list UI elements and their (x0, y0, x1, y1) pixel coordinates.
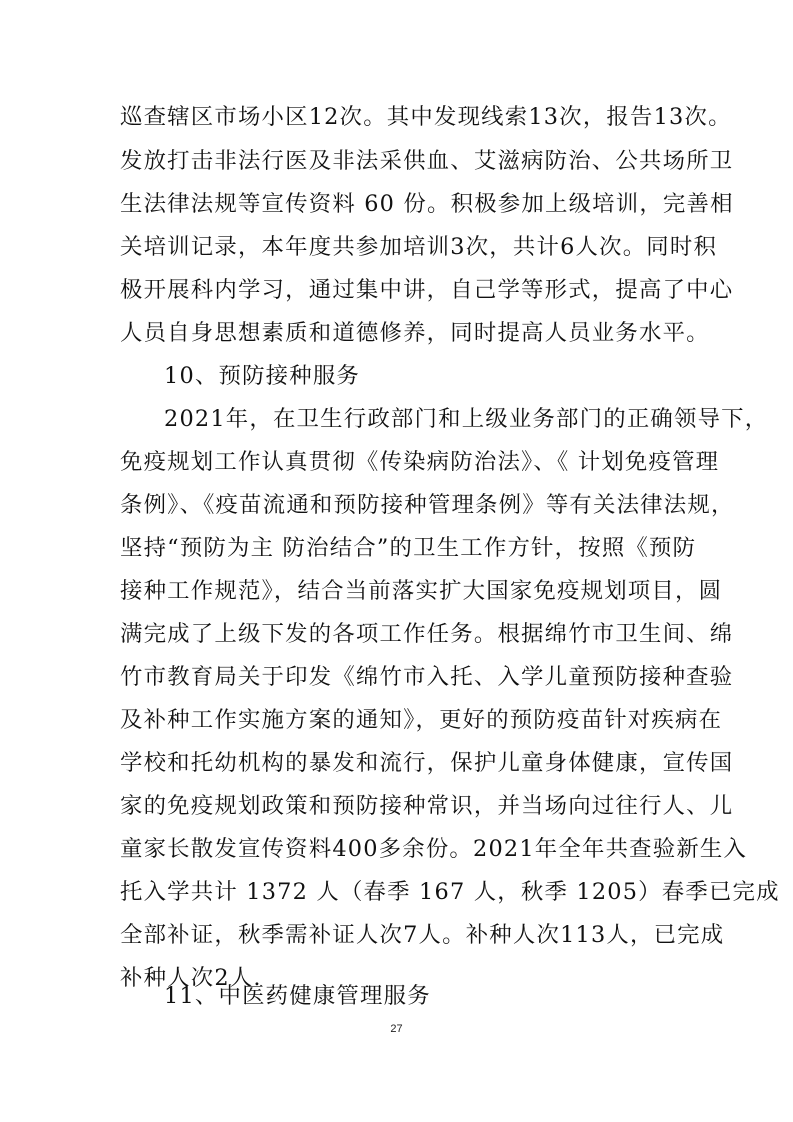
text-line: 补种人次2人. (120, 965, 262, 991)
text-line: 童家长散发宣传资料400多余份。2021年全年共查验新生入 (120, 836, 748, 862)
text-line: 坚持“预防为主 防治结合”的卫生工作方针，按照《预防 (120, 535, 697, 561)
text-line: 托入学共计 1372 人（春季 167 人，秋季 1205）春季已完成 (120, 879, 780, 905)
text-line: 家的免疫规划政策和预防接种常识，并当场向过往行人、儿 (120, 793, 734, 819)
text-line: 生法律法规等宣传资料 60 份。积极参加上级培训，完善相 (120, 191, 734, 217)
section-heading: 11、中医药健康管理服务 (164, 983, 431, 1009)
text-line: 巡查辖区市场小区12次。其中发现线索13次，报告13次。 (120, 104, 732, 130)
text-line: 竹市教育局关于印发《绵竹市入托、入学儿童预防接种查验 (120, 664, 734, 690)
text-line: 人员自身思想素质和道德修养，同时提高人员业务水平。 (120, 320, 710, 346)
text-line: 极开展科内学习，通过集中讲，自己学等形式，提高了中心 (120, 277, 734, 303)
section-heading: 10、预防接种服务 (164, 363, 361, 389)
paragraph-first-line: 2021年，在卫生行政部门和上级业务部门的正确领导下， (164, 406, 769, 432)
text-line: 关培训记录，本年度共参加培训3次，共计6人次。同时积 (120, 234, 718, 260)
text-line: 条例》、《疫苗流通和预防接种管理条例》等有关法律法规， (120, 492, 735, 518)
text-line: 免疫规划工作认真贯彻《传染病防治法》、《 计划免疫管理 (120, 449, 720, 475)
text-line: 学校和托幼机构的暴发和流行，保护儿童身体健康，宣传国 (120, 750, 734, 776)
text-line: 及补种工作实施方案的通知》，更好的预防疫苗针对疾病在 (120, 707, 723, 733)
text-line: 接种工作规范》，结合当前落实扩大国家免疫规划项目，圆 (120, 578, 723, 604)
page-number: 27 (390, 1023, 403, 1035)
text-line: 满完成了上级下发的各项工作任务。根据绵竹市卫生间、绵 (120, 621, 734, 647)
text-line: 发放打击非法行医及非法采供血、艾滋病防治、公共场所卫 (120, 148, 734, 174)
text-line: 全部补证，秋季需补证人次7人。补种人次113人，已完成 (120, 922, 725, 948)
